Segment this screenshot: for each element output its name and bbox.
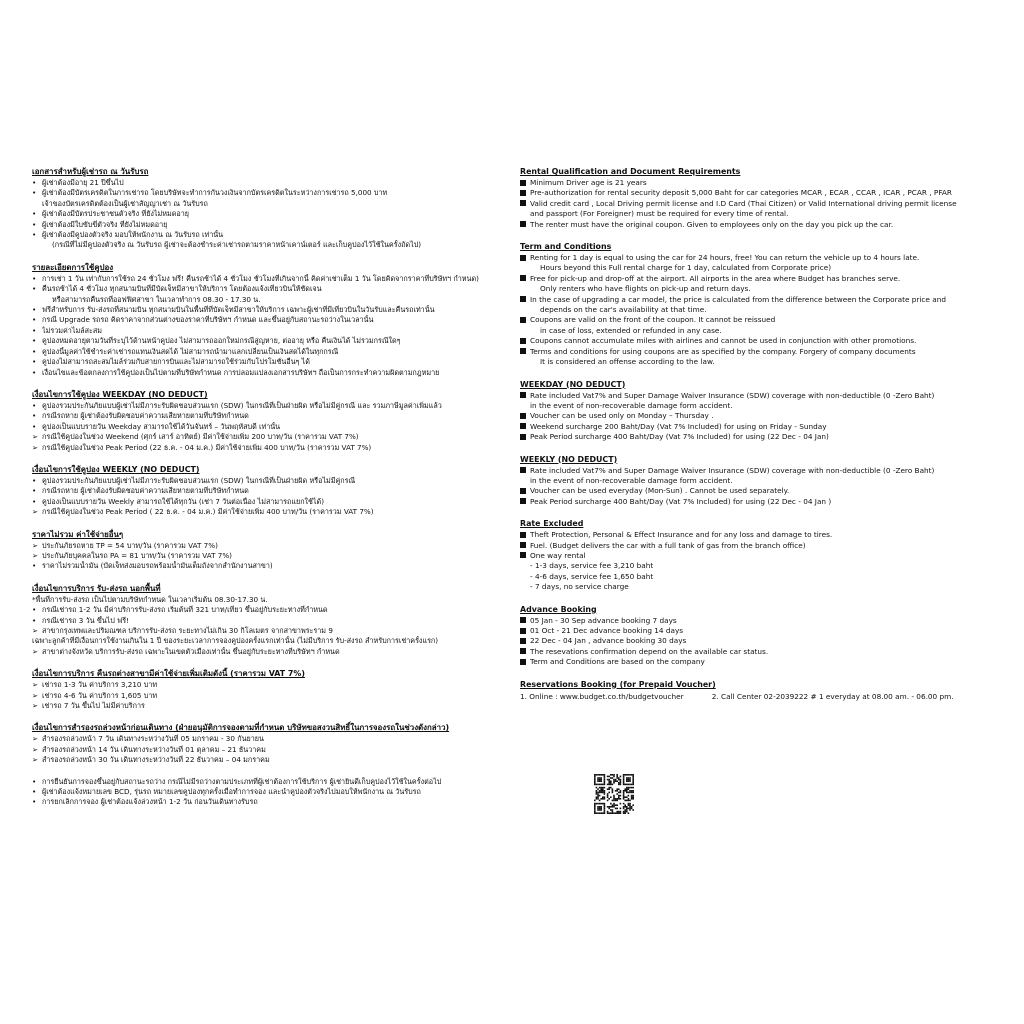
condition-item <box>32 616 506 626</box>
bullet-icon <box>520 582 530 592</box>
condition-item <box>32 476 506 486</box>
condition-item <box>32 551 506 561</box>
condition-text: คูปองนี้มูลค่าใช้ชำระค่าเช่ารถแทนเงินสดได้ ไม่สามารถนำมาแลกเปลี่ยนเป็นเงินสดได้ในทุกกรณี <box>42 346 339 356</box>
condition-text: ผู้เช่าต้องแจ้งหมายเลข BCD, รุ่นรถ หมายเลขคูปองทุกครั้งเมื่อทำการจอง และนำคูปองตัวจริงไปมอบให้พนักงาน ณ วันรับรถ <box>42 787 421 797</box>
condition-item <box>520 572 994 582</box>
condition-item <box>520 432 994 442</box>
bullet-icon: • <box>32 475 37 485</box>
terms-section <box>32 668 506 711</box>
terms-section <box>32 777 506 808</box>
condition-item <box>32 274 506 284</box>
square-bullet-icon <box>520 391 530 401</box>
condition-item <box>32 797 506 807</box>
condition-text: ผู้เช่าต้องมีคูปองตัวจริง มอบให้พนักงาน ณ วันรับรถ เท่านั้น <box>42 230 224 240</box>
condition-item <box>520 466 994 476</box>
condition-text: เช่ารถ 4-6 วัน ค่าบริการ 1,605 บาท <box>42 690 158 700</box>
condition-item <box>32 680 506 690</box>
condition-text: Peak Period surcharge 400 Baht/Day (Vat 7% Included) for using (22 Dec - 04 Jan) <box>530 432 829 442</box>
terms-section <box>520 604 994 668</box>
terms-section <box>32 262 506 378</box>
condition-item <box>32 284 506 294</box>
square-bullet-icon <box>520 199 530 209</box>
terms-section <box>32 722 506 765</box>
condition-item <box>520 582 994 592</box>
square-bullet-icon <box>520 178 530 188</box>
condition-item <box>32 411 506 421</box>
condition-item <box>32 507 506 517</box>
condition-text: depends on the car's availability at that time. <box>540 305 707 315</box>
condition-item <box>520 626 994 636</box>
condition-text: สาขาต่างจังหวัด บริการรับ-ส่งรถ เฉพาะในเขตตัวเมืองเท่านั้น ขึ้นอยู่กับระยะทางที่บริษัทฯ กำหนด <box>42 646 340 656</box>
condition-text: Renting for 1 day is equal to using the car for 24 hours, free! You can return the vehicle up to 4 hours late. <box>530 253 920 263</box>
condition-text: เช่ารถ 1-3 วัน ค่าบริการ 3,210 บาท <box>42 680 158 690</box>
condition-text: - 7 days, no service charge <box>530 582 629 592</box>
condition-text: One way rental <box>530 550 586 560</box>
condition-text: คูปองรวมประกันภัยแบบผู้เช่าไม่มีภาระรับผิดชอบส่วนแรก (SDW) ในกรณีที่เป็นฝ่ายผิด หรือไม่มีคู่กรณี และ รวมภาษีมูลค่าเพิ่มแล้ว <box>42 400 442 410</box>
condition-text: กรณีใช้คูปองในช่วง Weekend (ศุกร์ เสาร์ อาทิตย์) มีค่าใช้จ่ายเพิ่ม 200 บาท/วัน (ราคารวม VAT 7%) <box>42 432 359 442</box>
square-bullet-icon <box>520 551 530 561</box>
bullet-icon: • <box>32 496 37 506</box>
condition-item <box>32 443 506 453</box>
condition-item <box>520 199 994 209</box>
condition-text: Coupons are valid on the front of the coupon. It cannot be reissued <box>530 315 776 325</box>
condition-item <box>520 411 994 421</box>
condition-text: การยกเลิกการจอง ผู้เช่าต้องแจ้งล่วงหน้า 1-2 วัน ก่อนวันเดินทางรับรถ <box>42 797 258 807</box>
bullet-icon <box>520 476 530 486</box>
condition-text: สาขากรุงเทพและปริมณฑล บริการรับ-ส่งรถ ระยะทางไม่เกิน 30 กิโลเมตร จากสาขาพระราม 9 <box>42 626 333 635</box>
arrow-bullet-icon: ➢ <box>32 507 39 517</box>
condition-item <box>32 701 506 711</box>
condition-item <box>520 253 994 263</box>
square-bullet-icon <box>520 657 530 667</box>
square-bullet-icon <box>520 486 530 496</box>
square-bullet-icon <box>520 616 530 626</box>
condition-text: Terms and conditions for using coupons are as specified by the company. Forgery of company documents <box>530 346 916 356</box>
condition-item <box>520 284 994 294</box>
section-title: เงื่อนไขการสำรองรถล่วงหน้าก่อนเดินทาง (ฝ่ายอนุมัติการจองตามที่กำหนด บริษัทขอสงวนสิทธิ์ในการจองรถในช่วงดังกล่าว) <box>32 723 450 733</box>
condition-item <box>32 595 506 605</box>
condition-item <box>520 336 994 346</box>
section-title: เอกสารสำหรับผู้เช่ารถ ณ วันรับรถ <box>32 167 149 176</box>
condition-item <box>32 541 506 551</box>
terms-section <box>32 166 506 251</box>
condition-item <box>520 561 994 571</box>
condition-text: เฉพาะลูกค้าที่มีเงื่อนการใช้งานเกินใน 1 ปี ของระยะเวลาการจองคูปองครั้งแรกเท่านั้น (ไม่มีบริการ รับ-ส่งรถ สำหรับการเช่าครั้งแรก) <box>32 636 439 646</box>
condition-text: The renter must have the original coupon. Given to employees only on the day you pick up the car. <box>530 219 894 229</box>
condition-text: คูปองเป็นแบบรายวัน Weekday สามารถใช้ได้วันจันทร์ – วันพฤหัสบดี เท่านั้น <box>42 421 281 431</box>
condition-item <box>32 347 506 357</box>
section-title: เงื่อนไขการบริการ รับ-ส่งรถ นอกพื้นที่ <box>32 583 161 593</box>
condition-item <box>32 755 506 765</box>
bullet-icon <box>530 305 540 315</box>
condition-text: ราคาไม่รวมน้ำมัน (บัดเจ็ทส่งมอบรถพร้อมน้ำมันเต็มถังจากสำนักงานสาขา) <box>42 561 273 571</box>
condition-text: in the event of non-recoverable damage form accident. <box>530 400 733 410</box>
condition-text: It is considered an offense according to the law. <box>540 357 715 367</box>
section-title: Rental Qualification and Document Requirements <box>520 167 741 176</box>
condition-item <box>520 178 994 188</box>
section-title: เงื่อนไขการใช้คูปอง WEEKDAY (NO DEDUCT) <box>32 389 208 399</box>
condition-item <box>32 368 506 378</box>
bullet-icon <box>42 295 52 305</box>
condition-item <box>520 357 994 367</box>
condition-item <box>32 401 506 411</box>
arrow-bullet-icon: ➢ <box>32 690 39 700</box>
condition-item <box>520 220 994 230</box>
condition-item <box>32 295 506 305</box>
condition-text: กรณีรถหาย ผู้เช่าต้องรับผิดชอบค่าความเสียหายตามที่บริษัทกำหนด <box>42 411 249 421</box>
bullet-icon: • <box>32 486 37 496</box>
condition-item <box>520 657 994 667</box>
condition-text: การเช่า 1 วัน เท่ากับการใช้รถ 24 ชั่วโมง ฟรี! คืนรถช้าได้ 4 ชั่วโมง ชั่วโมงที่เกินจากนี้ คิดค่าเช่าเต็ม 1 วัน โดยคิดจากราคาที่บริษัทฯ กำหนด) <box>42 273 479 283</box>
reservation-contacts <box>520 691 994 702</box>
condition-text: กรณี Upgrade รถรถ คิดราคาจากส่วนต่างของราคาที่บริษัทฯ กำหนด และขึ้นอยู่กับสถานะรถว่างในเวลานั้น <box>42 315 374 325</box>
condition-item <box>32 561 506 571</box>
terms-section <box>32 389 506 453</box>
square-bullet-icon <box>520 347 530 357</box>
terms-section <box>520 379 994 443</box>
condition-text: 01 Oct - 21 Dec advance booking 14 days <box>530 626 684 635</box>
reservations-section <box>520 679 994 702</box>
condition-item <box>32 188 506 198</box>
condition-item <box>32 209 506 219</box>
condition-item <box>32 432 506 442</box>
condition-text: กรณีใช้คูปองในช่วง Peak Period ( 22 ธ.ค. - 04 ม.ค.) มีค่าใช้จ่ายเพิ่ม 400 บาท/วัน (ราคารวม VAT 7%) <box>42 507 374 517</box>
section-title: เงื่อนไขการใช้คูปอง WEEKLY (NO DEDUCT) <box>32 464 200 474</box>
condition-text: Theft Protection, Personal & Effect Insurance and for any loss and damage to tires. <box>530 530 833 540</box>
condition-item <box>520 647 994 657</box>
condition-text: สำรองรถล่วงหน้า 30 วัน เดินทางระหว่างวันที่ 22 ธันวาคม – 04 มกราคม <box>42 755 270 765</box>
arrow-bullet-icon: ➢ <box>32 734 39 744</box>
bullet-icon <box>530 263 540 273</box>
arrow-bullet-icon: ➢ <box>32 755 39 765</box>
condition-text: 05 Jan - 30 Sep advance booking 7 days <box>530 615 677 625</box>
condition-text: เจ้าของบัตรเครดิตต้องเป็นผู้เช่าสัญญาเช่า ณ วันรับรถ <box>42 198 208 208</box>
bullet-icon <box>520 572 530 582</box>
section-title: Reservations Booking (for Prepaid Voucher) <box>520 679 716 689</box>
section-title: Term and Conditions <box>520 242 612 252</box>
condition-text: Pre-authorization for rental security deposit 5,000 Baht for car categories MCAR , ECAR , CCAR , ICAR , PCAR , PFAR <box>530 188 952 198</box>
condition-item <box>32 486 506 496</box>
condition-item <box>32 777 506 787</box>
qr-code-icon <box>594 774 634 814</box>
square-bullet-icon <box>520 636 530 646</box>
arrow-bullet-icon: ➢ <box>32 744 39 754</box>
condition-text: ผู้เช่าต้องมีอายุ 21 ปีขึ้นไป <box>42 178 124 187</box>
bullet-icon: • <box>32 219 37 229</box>
bullet-icon <box>520 401 530 411</box>
bullet-icon: • <box>32 367 37 377</box>
bullet-icon: • <box>32 411 37 421</box>
bullet-icon: • <box>32 561 37 571</box>
condition-text: คูปองไม่สามารถสะสมไมล์ร่วมกับสายการบินและไม่สามารถใช้ร่วมกับโปรโมชั่นอื่นๆ ได้ <box>42 357 310 367</box>
bullet-icon: • <box>32 421 37 431</box>
square-bullet-icon <box>520 336 530 346</box>
condition-item <box>520 422 994 432</box>
condition-text: กรณีเช่ารถ 3 วัน ขึ้นไป ฟรี! <box>42 615 129 625</box>
condition-item <box>32 240 506 250</box>
bullet-icon: • <box>32 305 37 315</box>
condition-text: Hours beyond this Full rental charge for 1 day, calculated from Corporate price) <box>540 263 832 273</box>
bullet-icon: • <box>32 346 37 356</box>
condition-item <box>32 326 506 336</box>
bullet-icon: • <box>32 336 37 346</box>
condition-item <box>32 626 506 636</box>
square-bullet-icon <box>520 422 530 432</box>
square-bullet-icon <box>520 220 530 230</box>
arrow-bullet-icon: ➢ <box>32 432 39 442</box>
condition-item <box>32 734 506 744</box>
condition-text: กรณีใช้คูปองในช่วง Peak Period (22 ธ.ค. - 04 ม.ค.) มีค่าใช้จ่ายเพิ่ม 400 บาท/วัน (ราคารวม VAT 7%) <box>42 442 372 452</box>
condition-text: กรณีเช่ารถ 1-2 วัน มีค่าบริการรับ-ส่งรถ เริ่มต้นที่ 321 บาท/เที่ยว ขึ้นอยู่กับระยะทางที่กำหนด <box>42 605 328 615</box>
condition-text: Peak Period surcharge 400 Baht/Day (Vat 7% Included) for using (22 Dec - 04 Jan ) <box>530 496 832 506</box>
section-title: WEEKDAY (NO DEDUCT) <box>520 379 626 389</box>
bullet-icon: • <box>32 188 37 198</box>
condition-text: Free for pick-up and drop-off at the airport. All airports in the area where Budget has branches serve. <box>530 273 901 283</box>
condition-text: in case of loss, extended or refunded in any case. <box>540 325 722 335</box>
condition-text: สำรองรถล่วงหน้า 14 วัน เดินทางระหว่างวันที่ 01 ตุลาคม – 21 ธันวาคม <box>42 744 266 754</box>
bullet-icon: • <box>32 315 37 325</box>
english-terms-column <box>520 166 994 713</box>
bullet-icon <box>530 326 540 336</box>
condition-text: Voucher can be used only on Monday – Thursday . <box>530 411 714 421</box>
bullet-icon <box>530 284 540 294</box>
condition-item <box>32 230 506 240</box>
thai-terms-column <box>32 166 506 819</box>
square-bullet-icon <box>520 274 530 284</box>
condition-item <box>32 178 506 188</box>
arrow-bullet-icon: ➢ <box>32 626 39 635</box>
condition-item <box>32 315 506 325</box>
condition-item <box>520 274 994 284</box>
arrow-bullet-icon: ➢ <box>32 646 39 656</box>
bullet-icon: • <box>32 776 37 786</box>
bullet-icon: • <box>32 357 37 367</box>
terms-section <box>32 464 506 518</box>
square-bullet-icon <box>520 253 530 263</box>
terms-section <box>520 166 994 230</box>
condition-item <box>520 188 994 198</box>
square-bullet-icon <box>520 315 530 325</box>
condition-item <box>32 305 506 315</box>
arrow-bullet-icon: ➢ <box>32 442 39 452</box>
condition-text: In the case of upgrading a car model, the price is calculated from the difference between the Corporate price and <box>530 294 946 304</box>
condition-item <box>32 647 506 657</box>
square-bullet-icon <box>520 295 530 305</box>
condition-item <box>520 401 994 411</box>
arrow-bullet-icon: ➢ <box>32 701 39 711</box>
square-bullet-icon <box>520 432 530 442</box>
condition-text: ฟรีสำหรับการ รับ-ส่งรถที่สนามบิน ทุกสนามบินในพื้นที่ที่บัดเจ็ทมีสาขาให้บริการ เฉพาะผู้เช่าที่มีเที่ยวบินในวันรับและคืนรถเท่านั้น <box>42 305 435 315</box>
condition-item <box>32 745 506 755</box>
bullet-icon: • <box>32 400 37 410</box>
bullet-icon: • <box>32 209 37 219</box>
condition-text: Fuel. (Budget delivers the car with a full tank of gas from the branch office) <box>530 540 806 550</box>
condition-item <box>520 326 994 336</box>
bullet-icon: • <box>32 325 37 335</box>
square-bullet-icon <box>520 497 530 507</box>
condition-item <box>520 476 994 486</box>
condition-text: ผู้เช่าต้องมีบัตรเครดิตในการเช่ารถ โดยบริษัทจะทำการกันวงเงินจากบัตรเครดิตในระหว่างการเช่ารถ 5,000 บาท <box>42 188 388 198</box>
condition-text: Voucher can be used everyday (Mon-Sun) . Cannot be used separately. <box>530 486 790 496</box>
condition-item <box>32 787 506 797</box>
condition-item <box>32 605 506 615</box>
condition-item <box>520 541 994 551</box>
section-title: WEEKLY (NO DEDUCT) <box>520 454 618 464</box>
section-title: เงื่อนไขการบริการ คืนรถต่างสาขามีค่าใช้จ่ายเพิ่มเติมดังนี้ (ราคารวม VAT 7%) <box>32 669 305 679</box>
section-title: ราคาไม่รวม ค่าใช้จ่ายอื่นๆ <box>32 529 124 539</box>
square-bullet-icon <box>520 188 530 198</box>
condition-item <box>520 530 994 540</box>
arrow-bullet-icon: ➢ <box>32 550 39 560</box>
condition-text: เงื่อนไขและข้อตกลงการใช้คูปองเป็นไปตามที่บริษัทกำหนด การปลอมแปลงเอกสารบริษัทฯ ถือเป็นการกระทำความผิดตามกฎหมาย <box>42 367 440 377</box>
bullet-icon <box>520 561 530 571</box>
condition-text: ประกันภัยรถหาย TP = 54 บาท/วัน (ราคารวม VAT 7%) <box>42 540 218 550</box>
condition-item <box>520 263 994 273</box>
condition-item <box>32 422 506 432</box>
condition-item <box>520 486 994 496</box>
condition-text: - 1-3 days, service fee 3,210 baht <box>530 561 654 571</box>
section-title: Rate Excluded <box>520 519 584 529</box>
condition-text: Term and Conditions are based on the company <box>530 657 705 667</box>
square-bullet-icon <box>520 626 530 636</box>
terms-section <box>520 241 994 367</box>
condition-text: Minimum Driver age is 21 years <box>530 178 647 187</box>
condition-item <box>32 636 506 646</box>
condition-text: ประกันภัยบุคคลในรถ PA = 81 บาท/วัน (ราคารวม VAT 7%) <box>42 550 232 560</box>
bullet-icon <box>530 357 540 367</box>
condition-item <box>520 551 994 561</box>
condition-text: เช่ารถ 7 วัน ขึ้นไป ไม่มีค่าบริการ <box>42 701 145 711</box>
bullet-icon <box>32 199 42 209</box>
bullet-icon: • <box>32 787 37 797</box>
condition-item <box>520 616 994 626</box>
bullet-icon: • <box>32 615 37 625</box>
condition-text: Valid credit card , Local Driving permit license and I.D Card (Thai Citizen) or Valid International driving permit license <box>530 198 957 208</box>
terms-section <box>520 518 994 592</box>
bullet-icon: • <box>32 178 37 187</box>
bullet-icon: • <box>32 605 37 615</box>
condition-item <box>520 347 994 357</box>
condition-item <box>520 305 994 315</box>
bullet-icon: • <box>32 273 37 283</box>
condition-text: Only renters who have flights on pick-up and return days. <box>540 284 751 294</box>
condition-item <box>32 691 506 701</box>
condition-item <box>520 295 994 305</box>
condition-text: คูปองหมดอายุตามวันที่ระบุไว้ด้านหน้าคูปอง ไม่สามารถออกใหม่กรณีสูญหาย, ต่ออายุ หรือ คืนเงินได้ ไม่รวมกรณีใดๆ <box>42 336 401 346</box>
condition-item <box>520 209 994 219</box>
condition-item <box>520 636 994 646</box>
condition-text: กรณีรถหาย ผู้เช่าต้องรับผิดชอบค่าความเสียหายตามที่บริษัทกำหนด <box>42 486 249 496</box>
condition-item <box>32 497 506 507</box>
square-bullet-icon <box>520 541 530 551</box>
condition-item <box>520 497 994 507</box>
bullet-icon: • <box>32 284 37 294</box>
condition-text: Coupons cannot accumulate miles with airlines and cannot be used in conjunction with other promotions. <box>530 336 917 346</box>
section-title: รายละเอียดการใช้คูปอง <box>32 262 114 272</box>
bullet-icon: • <box>32 230 37 240</box>
condition-text: คูปองเป็นแบบรายวัน Weekly สามารถใช้ได้ทุกวัน (เช่า 7 วันต่อเนื่อง ไม่สามารถแยกใช้ได้) <box>42 496 325 506</box>
condition-text: การยืนยันการจองขึ้นอยู่กับสถานะรถว่าง กรณีไม่มีรถว่างตามประเภทที่ผู้เช่าต้องการใช้บริการ ผู้เช่ายินดีเก็บคูปองไว้ใช้ในครั้งต่อไป <box>42 776 442 786</box>
arrow-bullet-icon: ➢ <box>32 540 39 550</box>
section-title: Advance Booking <box>520 604 597 614</box>
condition-item <box>32 220 506 230</box>
square-bullet-icon <box>520 466 530 476</box>
condition-text: คืนรถช้าได้ 4 ชั่วโมง ทุกสนามบินที่มีบัดเจ็ทมีสาขาให้บริการ โดยต้องแจ้งเที่ยวบินให้ชัดเจน <box>42 284 322 294</box>
condition-text: (กรณีที่ไม่มีคูปองตัวจริง ณ วันรับรถ ผู้เช่าจะต้องชำระค่าเช่ารถตามราคาหน้าเคาน์เตอร์ และเก็บคูปองไว้ใช้ในครั้งถัดไป) <box>52 240 422 250</box>
condition-text: Rate included Vat7% and Super Damage Waiver Insurance (SDW) coverage with non-deductible (0 -Zero Baht) <box>530 465 935 475</box>
condition-text: and passport (For Foreigner) must be required for every time of rental. <box>530 209 789 219</box>
condition-item <box>32 199 506 209</box>
condition-text: ผู้เช่าต้องมีใบขับขี่ตัวจริง ที่ยังไม่หมดอายุ <box>42 219 168 229</box>
condition-text: Weekend surcharge 200 Baht/Day (Vat 7% Included) for using on Friday - Sunday <box>530 421 827 431</box>
condition-item <box>32 336 506 346</box>
condition-item <box>520 391 994 401</box>
square-bullet-icon <box>520 647 530 657</box>
arrow-bullet-icon: ➢ <box>32 680 39 690</box>
condition-text: สำรองรถล่วงหน้า 7 วัน เดินทางระหว่างวันที่ 05 มกราคม - 30 กันยายน <box>42 734 264 744</box>
terms-section <box>32 583 506 657</box>
condition-item <box>32 357 506 367</box>
condition-text: Rate included Vat7% and Super Damage Waiver Insurance (SDW) coverage with non-deductible (0 -Zero Baht) <box>530 390 935 400</box>
condition-text: คูปองรวมประกันภัยแบบผู้เช่าไม่มีภาระรับผิดชอบส่วนแรก (SDW) ในกรณีที่เป็นฝ่ายผิด หรือไม่มีคู่กรณี <box>42 475 356 485</box>
condition-text: *พื้นที่การรับ-ส่งรถ เป็นไปตามบริษัทกำหนด ในเวลาเริ่มต้น 08.30-17.30 น. <box>32 594 268 604</box>
bullet-icon: • <box>32 797 37 807</box>
condition-text: ไม่รวมค่าไมล์สะสม <box>42 325 102 335</box>
condition-text: 22 Dec - 04 Jan , advance booking 30 days <box>530 636 687 646</box>
online-booking-link[interactable]: 1. Online : www.budget.co.th/budgetvoucher <box>520 691 684 701</box>
condition-text: The resevations confirmation depend on the available car status. <box>530 646 769 656</box>
terms-section <box>520 454 994 508</box>
condition-text: หรือสามารถคืนรถที่ออฟฟิศสาขา ในเวลาทำการ 08.30 - 17.30 น. <box>52 294 261 304</box>
condition-item <box>520 315 994 325</box>
terms-section <box>32 529 506 572</box>
bullet-icon <box>520 209 530 219</box>
call-center-info: 2. Call Center 02-2039222 # 1 everyday at 08.00 am. - 06.00 pm. <box>711 691 954 701</box>
condition-text: - 4-6 days, service fee 1,650 baht <box>530 571 654 581</box>
bullet-icon <box>42 240 52 250</box>
square-bullet-icon <box>520 530 530 540</box>
condition-text: ผู้เช่าต้องมีบัตรประชาชนตัวจริง ที่ยังไม่หมดอายุ <box>42 209 189 219</box>
square-bullet-icon <box>520 411 530 421</box>
condition-text: in the event of non-recoverable damage form accident. <box>530 475 733 485</box>
